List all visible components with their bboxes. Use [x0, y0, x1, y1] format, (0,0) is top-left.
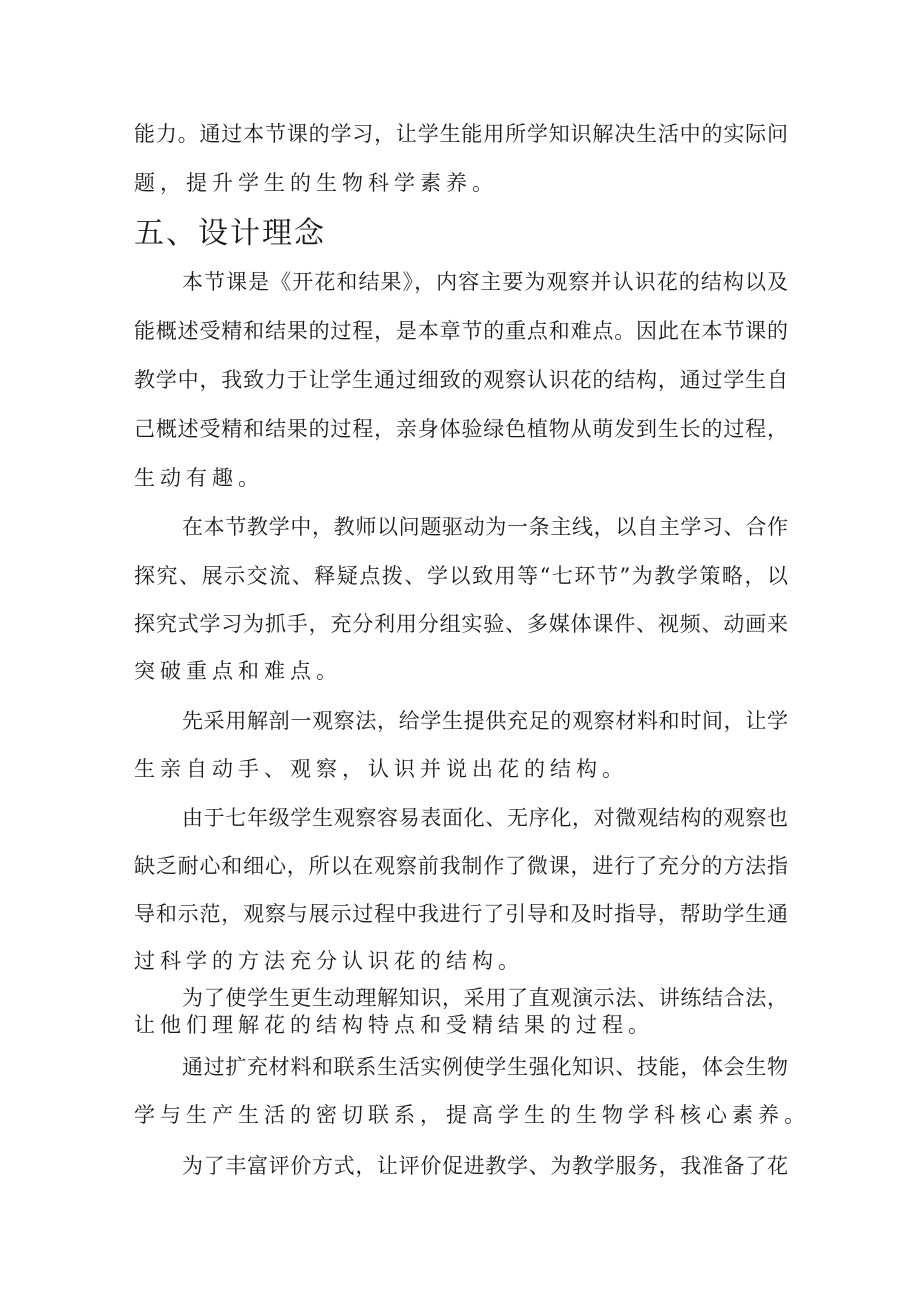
text-line: 己概述受精和结果的过程，亲身体验绿色植物从萌发到生长的过程， — [134, 417, 788, 441]
text-line: 由于七年级学生观察容易表面化、无序化，对微观结构的观察也 — [182, 806, 788, 830]
text-line: 让他们理解花的结构特点和受精结果的过程。 — [134, 1013, 654, 1037]
text-line: 导和示范，观察与展示过程中我进行了引导和及时指导，帮助学生通 — [134, 902, 788, 926]
text-line: 题，提升学生的生物科学素养。 — [134, 171, 498, 195]
text-line: 能力。通过本节课的学习，让学生能用所学知识解决生活中的实际问 — [134, 122, 788, 146]
text-line: 探究、展示交流、释疑点拨、学以致用等“七环节”为教学策略，以 — [134, 564, 788, 588]
text-line: 缺乏耐心和细心，所以在观察前我制作了微课，进行了充分的方法指 — [134, 854, 788, 878]
text-line: 为了丰富评价方式，让评价促进教学、为教学服务，我准备了花 — [182, 1154, 788, 1178]
text-line: 过科学的方法充分认识花的结构。 — [134, 949, 524, 973]
text-line: 能概述受精和结果的过程，是本章节的重点和难点。因此在本节课的 — [134, 319, 788, 343]
text-line: 生动有趣。 — [134, 466, 264, 490]
text-line: 先采用解剖一观察法，给学生提供充足的观察材料和时间，让学 — [182, 709, 788, 733]
text-line: 学与生产生活的密切联系，提高学生的生物学科核心素养。 — [134, 1103, 810, 1127]
section-heading: 五、设计理念 — [134, 216, 326, 251]
text-line: 突破重点和难点。 — [134, 659, 342, 683]
text-line: 探究式学习为抓手，充分利用分组实验、多媒体课件、视频、动画来 — [134, 612, 788, 636]
text-line: 通过扩充材料和联系生活实例使学生强化知识、技能，体会生物 — [182, 1055, 788, 1079]
text-line: 生亲自动手、观察，认识并说出花的结构。 — [134, 757, 628, 781]
text-line: 本节课是《开花和结果》，内容主要为观察并认识花的结构以及 — [182, 270, 788, 294]
text-line: 为了使学生更生动理解知识，采用了直观演示法、讲练结合法， — [182, 986, 788, 1010]
text-line: 在本节教学中，教师以问题驱动为一条主线，以自主学习、合作 — [182, 515, 788, 539]
text-line: 教学中，我致力于让学生通过细致的观察认识花的结构，通过学生自 — [134, 368, 788, 392]
